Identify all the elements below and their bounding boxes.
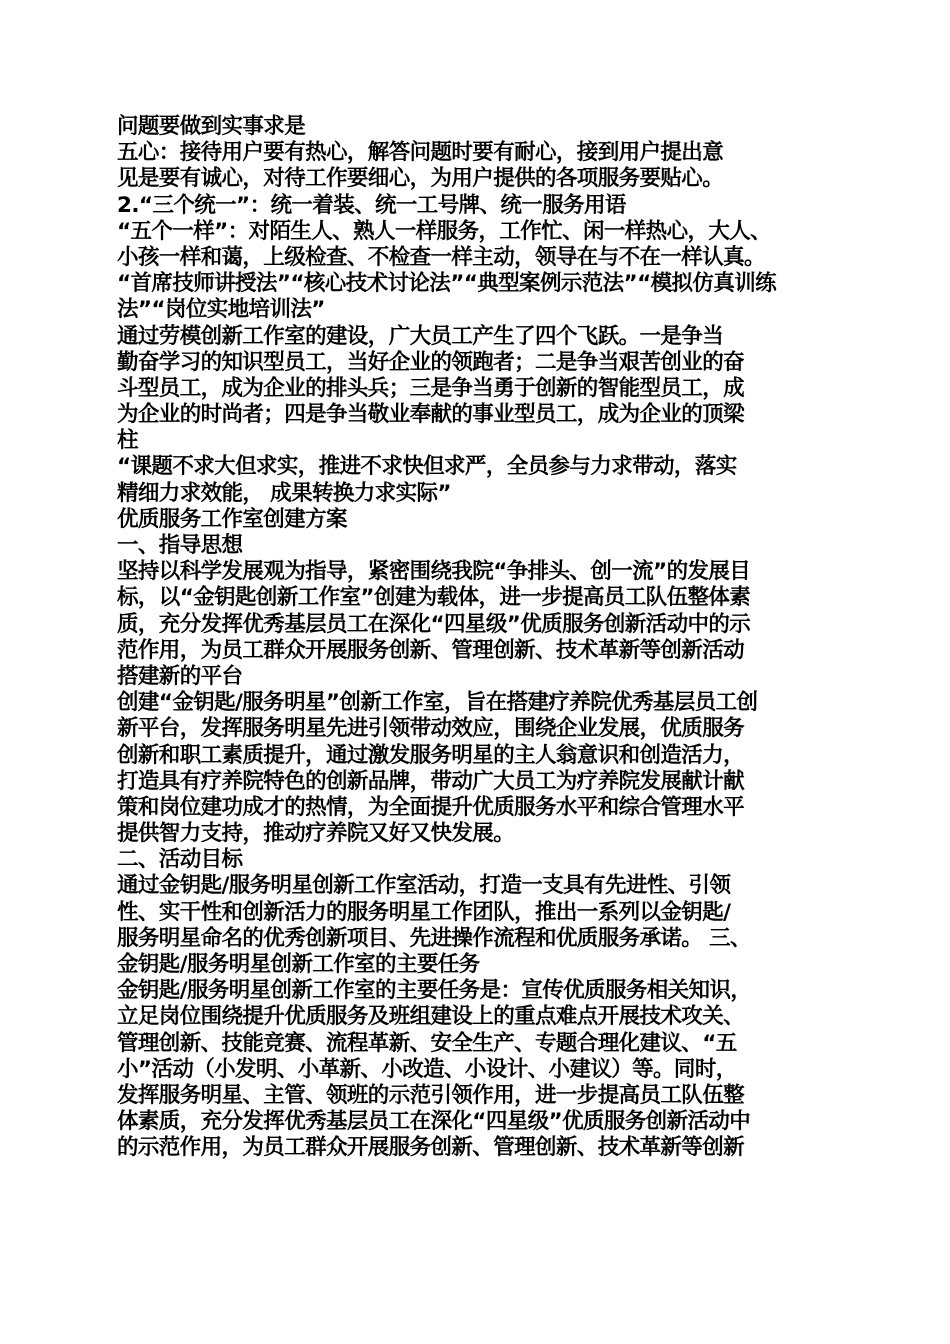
text-line: 法”“岗位实地培训法” <box>117 297 325 323</box>
text-line: 策和岗位建功成才的热情，为全面提升优质服务水平和综合管理水平 <box>117 794 745 820</box>
text-line: 柱 <box>117 428 138 454</box>
text-line: “课题不求大但求实，推进不求快但求严，全员参与力求带动，落实 <box>117 454 737 480</box>
text-line: 见是要有诚心，对待工作要细心，为用户提供的各项服务要贴心。 <box>117 166 724 192</box>
text-line: 的示范作用，为员工群众开展服务创新、管理创新、技术革新等创新 <box>117 1135 745 1161</box>
text-line: 范作用，为员工群众开展服务创新、管理创新、技术革新等创新活动 <box>117 637 745 663</box>
text-line: 通过金钥匙/服务明星创新工作室活动，打造一支具有先进性、引领 <box>117 873 731 899</box>
text-line: 斗型员工，成为企业的排头兵；三是争当勇于创新的智能型员工，成 <box>117 375 745 401</box>
text-line: 打造具有疗养院特色的创新品牌，带动广大员工为疗养院发展献计献 <box>117 768 745 794</box>
text-line: 小”活动（小发明、小革新、小改造、小设计、小建议）等。同时， <box>117 1056 737 1082</box>
text-line: 新平台，发挥服务明星先进引领带动效应，围绕企业发展，优质服务 <box>117 716 745 742</box>
text-line: 精细力求效能， 成果转换力求实际” <box>117 480 451 506</box>
text-line: 体素质，充分发挥优秀基层员工在深化“四星级”优质服务创新活动中 <box>117 1109 751 1135</box>
text-line: “首席技师讲授法”“核心技术讨论法”“典型案例示范法”“模拟仿真训练 <box>117 271 777 297</box>
text-line: 立足岗位围绕提升优质服务及班组建设上的重点难点开展技术攻关、 <box>117 1004 745 1030</box>
section-heading: 二、活动目标 <box>117 847 243 873</box>
text-line: 质，充分发挥优秀基层员工在深化“四星级”优质服务创新活动中的示 <box>117 611 751 637</box>
document-body <box>117 114 847 1162</box>
section-title: 优质服务工作室创建方案 <box>117 506 347 532</box>
text-line: 小孩一样和蔼，上级检查、不检查一样主动，领导在与不在一样认真。 <box>117 244 765 270</box>
text-line: 五心：接待用户要有热心，解答问题时要有耐心，接到用户提出意 <box>117 140 724 166</box>
text-line: 发挥服务明星、主管、领班的示范引领作用，进一步提高员工队伍整 <box>117 1082 745 1108</box>
text-line: 性、实干性和创新活力的服务明星工作团队，推出一系列以金钥匙/ <box>117 899 731 925</box>
text-line: 坚持以科学发展观为指导，紧密围绕我院“争排头、创一流”的发展目 <box>117 559 751 585</box>
text-line: 通过劳模创新工作室的建设，广大员工产生了四个飞跃。一是争当 <box>117 323 724 349</box>
text-line: 管理创新、技能竞赛、流程革新、安全生产、专题合理化建议、“五 <box>117 1030 737 1056</box>
text-line: 搭建新的平台 <box>117 663 243 689</box>
text-line: 金钥匙/服务明星创新工作室的主要任务 <box>117 952 480 977</box>
text-line: 为企业的时尚者；四是争当敬业奉献的事业型员工，成为企业的顶梁 <box>117 402 745 428</box>
text-line: 提供智力支持，推动疗养院又好又快发展。 <box>117 821 515 847</box>
text-line: 标，以“金钥匙创新工作室”创建为载体，进一步提高员工队伍整体素 <box>117 585 751 611</box>
text-line: 2.“三个统一”：统一着装、统一工号牌、统一服务用语 <box>117 192 626 218</box>
text-line: 创建“金钥匙/服务明星”创新工作室，旨在搭建疗养院优秀基层员工创 <box>117 690 758 716</box>
text-line: 服务明星命名的优秀创新项目、先进操作流程和优质服务承诺。 三、 <box>117 925 751 951</box>
text-line: 创新和职工素质提升，通过激发服务明星的主人翁意识和创造活力， <box>117 742 745 768</box>
text-line: 问题要做到实事求是 <box>117 114 306 139</box>
text-line: 金钥匙/服务明星创新工作室的主要任务是：宣传优质服务相关知识， <box>117 978 752 1004</box>
text-line: “五个一样”：对陌生人、熟人一样服务，工作忙、闲一样热心，大人、 <box>117 218 772 244</box>
section-heading: 一、指导思想 <box>117 533 243 558</box>
text-line: 勤奋学习的知识型员工，当好企业的领跑者；二是争当艰苦创业的奋 <box>117 349 745 375</box>
